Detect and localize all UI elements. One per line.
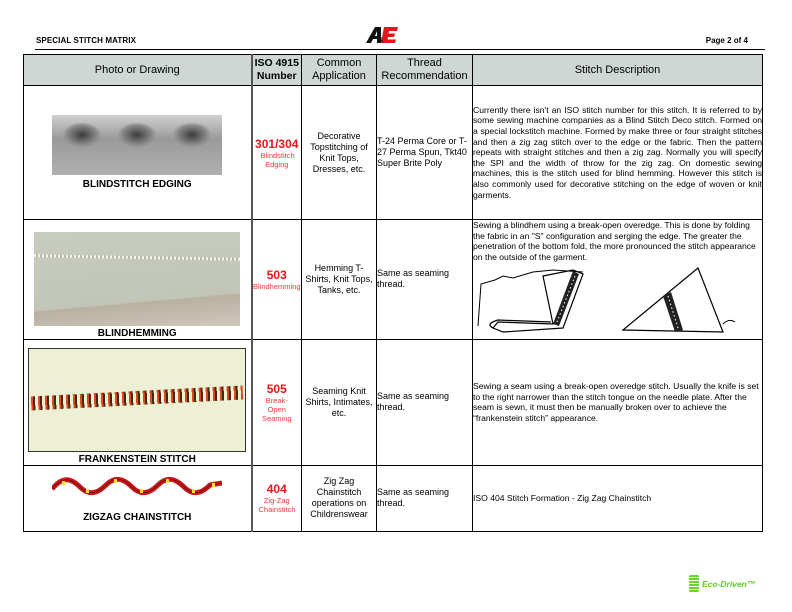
blindhemming-photo <box>34 232 240 326</box>
description-cell: ISO 404 Stitch Formation - Zig Zag Chainstitch <box>473 465 763 531</box>
photo-label: BLINDSTITCH EDGING <box>82 179 192 190</box>
svg-text:&: & <box>379 38 384 44</box>
table-row <box>24 339 763 465</box>
photo-cell <box>24 220 252 340</box>
thread-cell: Same as seaming thread. <box>377 339 473 465</box>
iso-cell <box>252 339 302 465</box>
table-header-row <box>24 55 763 86</box>
iso-header-line2: Number <box>256 70 297 82</box>
application-cell: Seaming Knit Shirts, Intimates, etc. <box>302 339 377 465</box>
iso-number: 301/304 <box>255 136 299 151</box>
iso-number: 503 <box>266 267 287 282</box>
application-cell: Decorative Topstitching of Knit Tops, Dresses, etc. <box>302 86 377 220</box>
table-row <box>24 86 763 220</box>
app-header-line1: Common <box>316 57 362 69</box>
ae-logo <box>364 25 404 45</box>
stitch-matrix-table <box>23 54 763 532</box>
table-row <box>24 465 763 531</box>
iso-name: Break-Open Seaming <box>261 395 292 423</box>
thread-cell: Same as seaming thread. <box>377 220 473 340</box>
description-cell <box>473 220 763 340</box>
thread-header-line1: Thread <box>407 57 442 69</box>
eco-driven-logo <box>689 575 755 593</box>
iso-number: 404 <box>266 482 287 497</box>
column-header-thread <box>377 55 473 86</box>
iso-name: Blindhemming <box>252 281 301 291</box>
thread-header-line2: Recommendation <box>381 70 468 82</box>
photo-label: BLINDHEMMING <box>97 327 177 339</box>
description-text: Sewing a blindhem using a break-open overedge. This is done by folding the fabric in an "S" configuration and serging the edge. The greater the penetration of the bottom fold, the more pronounced the stitch appearance on the outside of the garment. <box>473 220 756 262</box>
column-header-application <box>302 55 377 86</box>
description-cell: Sewing a seam using a break-open overedge stitch. Usually the knife is set to the right narrower than the stitch tongue on the needle plate. After the seam is sewn, it must then be manually broken over to achieve the “frankenstein stitch” appearance. <box>473 339 763 465</box>
iso-cell <box>252 465 302 531</box>
iso-name: Zig-Zag Chainstitch <box>258 496 296 515</box>
eco-driven-text: Eco-Driven™ <box>702 579 756 589</box>
application-cell: Zig Zag Chainstitch operations on Childrenswear <box>302 465 377 531</box>
iso-name: Blindstitch Edging <box>260 150 295 169</box>
app-header-line2: Application <box>312 70 366 82</box>
table-row <box>24 220 763 340</box>
thread-cell: Same as seaming thread. <box>377 465 473 531</box>
blindstitch-edging-photo <box>52 115 222 175</box>
zigzag-chainstitch-drawing <box>52 473 222 499</box>
photo-cell <box>24 86 252 220</box>
application-cell: Hemming T-Shirts, Knit Tops, Tanks, etc. <box>302 220 377 340</box>
page-number: Page 2 of 4 <box>705 36 748 45</box>
iso-number: 505 <box>266 381 287 396</box>
frankenstein-stitch-photo <box>28 348 246 452</box>
description-cell: Currently there isn't an ISO stitch number for this stitch. It is referred to by some sewing machine companies as a Blind Stitch Deco stitch. Formed on a special lockstitch machine. Formed by make three or four straight stitches and then a zig zag stitch over to the edge or the fabric. Then the pattern repeats with straight stitches and then a zig zag. Normally you will specify the SPI and the width of throw for the zig zag. On domestic sewing machines, this is the stitch used for blind hemming. However this stitch is also commonly used for decorative stitching on the edge of woven or knit garments. <box>473 86 763 220</box>
thread-cell: T-24 Perma Core or T-27 Perma Spun, Tkt40 Super Brite Poly <box>377 86 473 220</box>
thread-cone-icon <box>689 575 699 593</box>
iso-header-line1: ISO 4915 <box>254 57 299 69</box>
photo-label: ZIGZAG CHAINSTITCH <box>83 512 192 524</box>
doc-title: SPECIAL STITCH MATRIX <box>36 36 137 45</box>
column-header-photo: Photo or Drawing <box>24 55 252 86</box>
blindhem-fold-drawing <box>473 266 743 336</box>
column-header-iso <box>252 55 302 86</box>
photo-cell <box>24 465 252 531</box>
header-rule <box>35 49 765 50</box>
column-header-description: Stitch Description <box>473 55 763 86</box>
iso-cell <box>252 86 302 220</box>
iso-cell <box>252 220 302 340</box>
photo-cell <box>24 339 252 465</box>
photo-label: FRANKENSTEIN STITCH <box>78 453 196 465</box>
